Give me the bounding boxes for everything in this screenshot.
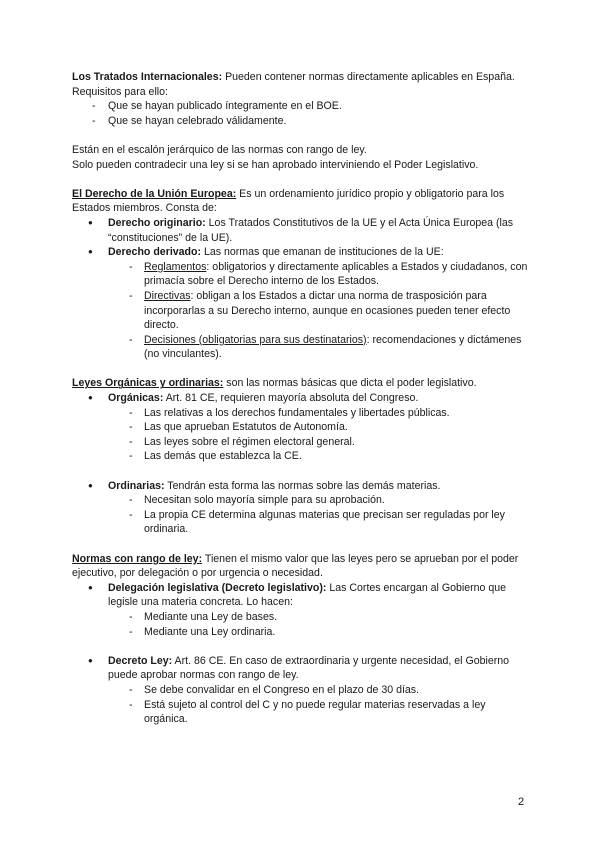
sub-text: : recomendaciones y dictámenes (no vinculantes). bbox=[144, 333, 522, 361]
rango-list bbox=[72, 581, 532, 639]
list-item: - Las que aprueban Estatutos de Autonomía. bbox=[72, 420, 532, 435]
bullet-label: Decreto Ley: bbox=[108, 654, 173, 667]
bullet-text: Las Cortes encargan al Gobierno que legisle una materia concreta. Lo hacen: bbox=[108, 581, 507, 609]
bullet-label: Delegación legislativa (Decreto legislativo): bbox=[108, 581, 327, 594]
tratados-heading: Los Tratados Internacionales: bbox=[72, 71, 223, 83]
bullet-label: Derecho derivado: bbox=[108, 246, 202, 259]
bullet-text: Art. 86 CE. En caso de extraordinaria y urgente necesidad, el Gobierno puede aprobar normas con rango de ley. bbox=[108, 654, 510, 682]
leyes-heading: Leyes Orgánicas y ordinarias: bbox=[72, 377, 224, 390]
list-item bbox=[72, 260, 532, 289]
bullet-label: Derecho originario: bbox=[108, 216, 206, 229]
list-item: - La propia CE determina algunas materias que precisan ser reguladas por ley ordinaria. bbox=[72, 508, 532, 537]
sub-label: Reglamentos bbox=[144, 260, 207, 273]
list-item bbox=[72, 289, 532, 333]
list-item: - Las leyes sobre el régimen electoral general. bbox=[72, 435, 532, 450]
list-item: - Las demás que establezca la CE. bbox=[72, 449, 532, 464]
list-item bbox=[72, 479, 532, 494]
list-item: - Que se hayan celebrado válidamente. bbox=[72, 114, 532, 129]
rango-intro: Tienen el mismo valor que las leyes pero se aprueban por el poder ejecutivo, por delegación o por urgencia o necesidad. bbox=[72, 552, 519, 580]
list-item bbox=[72, 245, 532, 260]
tratados-list bbox=[72, 99, 532, 128]
list-item bbox=[72, 581, 532, 610]
tratados-rank-text: Están en el escalón jerárquico de las normas con rango de ley. bbox=[72, 143, 367, 156]
tratados-contradict-text: Solo pueden contradecir una ley si se han aprobado interviniendo el Poder Legislativo. bbox=[72, 158, 479, 171]
bullet-label: Ordinarias: bbox=[108, 479, 165, 492]
tratados-paragraph bbox=[72, 70, 532, 99]
list-item: - Necesitan solo mayoría simple para su aprobación. bbox=[72, 493, 532, 508]
leyes-list bbox=[72, 391, 532, 464]
list-item bbox=[72, 654, 532, 683]
bullet-text: Las normas que emanan de instituciones de la UE: bbox=[201, 246, 444, 259]
sub-text: : obligatorios y directamente aplicables a Estados y ciudadanos, con primacía sobre el Derecho interno de los Estados. bbox=[144, 260, 528, 288]
rango-paragraph bbox=[72, 552, 532, 581]
list-item: - Mediante una Ley ordinaria. bbox=[72, 625, 532, 640]
ue-paragraph bbox=[72, 187, 532, 216]
sub-label: Decisiones (obligatorias para sus destinatarios) bbox=[144, 333, 367, 346]
leyes-paragraph bbox=[72, 376, 532, 391]
page-number: 2 bbox=[518, 796, 525, 808]
list-item: - Mediante una Ley de bases. bbox=[72, 610, 532, 625]
list-item: - Las relativas a los derechos fundamentales y libertades públicas. bbox=[72, 406, 532, 421]
ue-intro: Es un ordenamiento jurídico propio y obligatorio para los Estados miembros. Consta de: bbox=[72, 187, 505, 215]
ue-heading: El Derecho de la Unión Europea: bbox=[72, 187, 237, 200]
leyes-list-2 bbox=[72, 479, 532, 537]
bullet-text: Tendrán esta forma las normas sobre las demás materias. bbox=[164, 479, 441, 492]
list-item: - Se debe convalidar en el Congreso en el plazo de 30 días. bbox=[72, 683, 532, 698]
page-content bbox=[72, 70, 532, 727]
rango-heading: Normas con rango de ley: bbox=[72, 552, 203, 565]
leyes-intro: son las normas básicas que dicta el poder legislativo. bbox=[223, 377, 477, 390]
rango-list-2 bbox=[72, 654, 532, 727]
ue-list bbox=[72, 216, 532, 362]
list-item: - Que se hayan publicado íntegramente en el BOE. bbox=[72, 99, 532, 114]
bullet-text: Los Tratados Constitutivos de la UE y el Acta Única Europea (las “constituciones” de la UE). bbox=[108, 216, 514, 244]
bullet-label: Orgánicas: bbox=[108, 392, 164, 405]
sub-label: Directivas bbox=[144, 289, 191, 302]
tratados-intro: Pueden contener normas directamente aplicables en España. Requisitos para ello: bbox=[72, 71, 515, 98]
list-item: - Está sujeto al control del C y no puede regular materias reservadas a ley orgánica. bbox=[72, 698, 532, 727]
sub-text: : obligan a los Estados a dictar una norma de trasposición para incorporarlas a su Derecho interno, aunque en ocasiones pueden tener efecto directo. bbox=[144, 289, 511, 332]
list-item bbox=[72, 216, 532, 245]
list-item bbox=[72, 391, 532, 406]
list-item bbox=[72, 333, 532, 362]
bullet-text: Art. 81 CE, requieren mayoría absoluta del Congreso. bbox=[163, 392, 419, 405]
